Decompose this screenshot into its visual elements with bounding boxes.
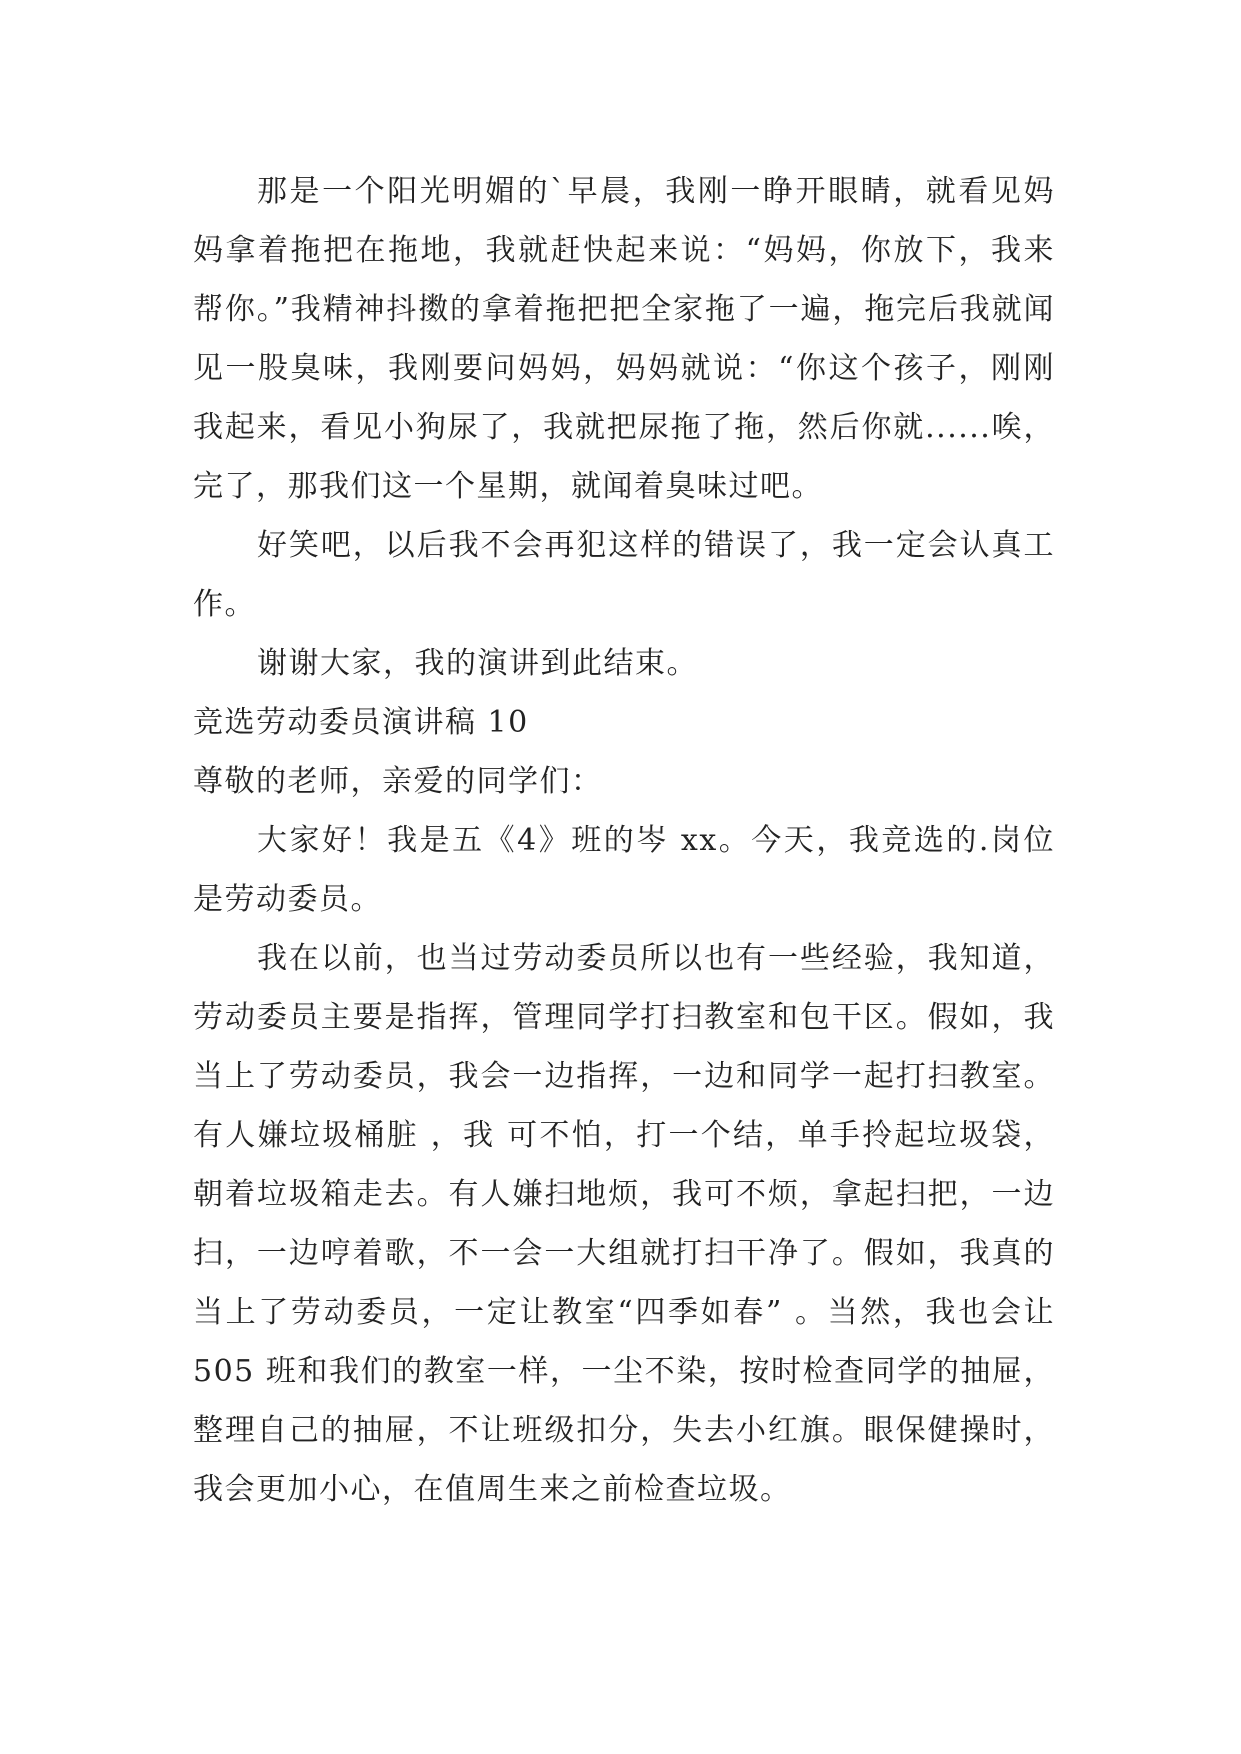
speech-title: 竞选劳动委员演讲稿 10 — [193, 705, 529, 740]
reflection-paragraph: 好笑吧，以后我不会再犯这样的错误了，我一定会认真工作。 — [193, 528, 1055, 622]
intro-paragraph: 大家好！我是五《4》班的岑 xx。今天，我竞选的.岗位是劳动委员。 — [193, 823, 1055, 917]
salutation: 尊敬的老师，亲爱的同学们： — [193, 764, 603, 799]
body-paragraph: 我在以前，也当过劳动委员所以也有一些经验，我知道，劳动委员主要是指挥，管理同学打扫教室和包干区。假如，我当上了劳动委员，我会一边指挥，一边和同学一起打扫教室。 有人嫌垃圾桶脏 ，我 可不怕，打一个结，单手拎起垃圾袋，朝着垃圾箱走去。有人嫌扫地烦，我可不烦，拿起扫把，一边扫，一边哼着歌，不一会一大组就打扫干净了。假如，我真的当上了劳动委员，一定让教室“四季如春” 。当然，我也会让 505 班和我们的教室一样，一尘不染，按时检查同学的抽屉，整理自己的抽屉，不让班级扣分，失去小红旗。眼保健操时，我会更加小心，在值周生来之前检查垃圾。 — [193, 941, 1067, 1507]
document-page — [193, 162, 1067, 1519]
story-paragraph: 那是一个阳光明媚的`早晨，我刚一睁开眼睛，就看见妈妈拿着拖把在拖地，我就赶快起来说：“妈妈，你放下，我来帮你。”我精神抖擞的拿着拖把把全家拖了一遍，拖完后我就闻见一股臭味，我刚要问妈妈，妈妈就说：“你这个孩子，刚刚我起来，看见小狗尿了，我就把尿拖了拖，然后你就......唉，完了，那我们这一个星期，就闻着臭味过吧。 — [193, 174, 1055, 504]
closing-paragraph: 谢谢大家，我的演讲到此结束。 — [257, 646, 698, 681]
